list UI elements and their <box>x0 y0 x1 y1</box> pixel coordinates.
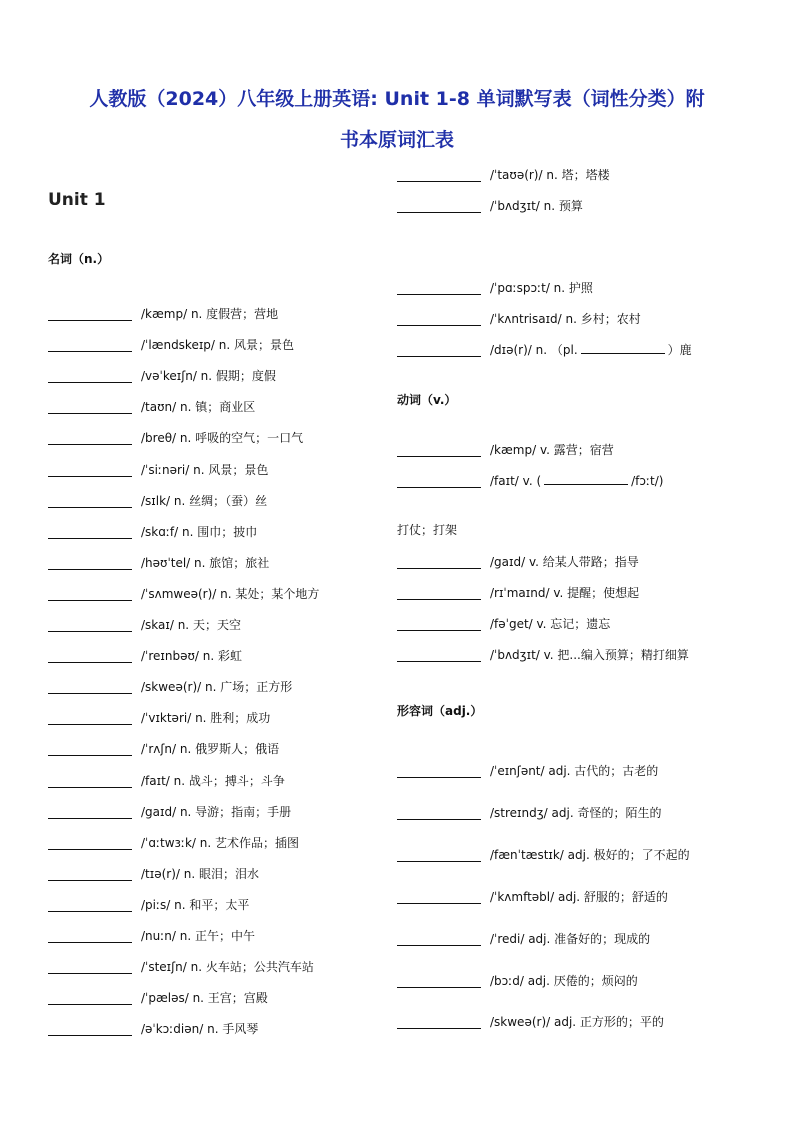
answer-blank[interactable] <box>48 779 132 788</box>
answer-blank[interactable] <box>397 286 481 295</box>
word-definition: /ˈɑːtwɜːk/ n. 艺术作品；插图 <box>141 835 299 850</box>
word-definition: /əˈkɔːdiən/ n. 手风琴 <box>141 1022 259 1037</box>
word-definition: /sɪlk/ n. 丝绸；（蚕）丝 <box>141 493 268 508</box>
word-definition: /ˈrʌʃn/ n. 俄罗斯人；俄语 <box>141 742 280 757</box>
answer-blank[interactable] <box>48 965 132 974</box>
answer-blank[interactable] <box>48 685 132 694</box>
answer-blank[interactable] <box>48 841 132 850</box>
unit-heading: Unit 1 <box>48 190 106 210</box>
document-title-line2: 书本原词汇表 <box>339 129 454 151</box>
word-definition: /ˈkʌntrisaɪd/ n. 乡村；农村 <box>490 312 641 326</box>
word-definition: /ˈpæləs/ n. 王宫；宫殿 <box>141 991 268 1006</box>
answer-blank[interactable] <box>397 348 481 357</box>
word-definition: /skweə(r)/ n. 广场；正方形 <box>141 680 293 695</box>
fight-text: /faɪt/ v. ( <box>490 474 542 488</box>
answer-blank[interactable] <box>48 654 132 663</box>
word-definition: /taʊn/ n. 镇；商业区 <box>141 400 256 415</box>
word-definition: /streɪndʒ/ adj. 奇怪的；陌生的 <box>490 805 662 820</box>
answer-blank[interactable] <box>397 1020 481 1029</box>
word-definition: /ˈvɪktəri/ n. 胜利；成功 <box>141 711 271 726</box>
answer-blank[interactable] <box>48 996 132 1005</box>
word-definition: /faɪt/ n. 战斗；搏斗；斗争 <box>141 773 285 788</box>
answer-blank[interactable] <box>48 872 132 881</box>
word-definition: /ˈreɪnbəʊ/ n. 彩虹 <box>141 649 242 664</box>
word-definition: /skweə(r)/ adj. 正方形的；平的 <box>490 1015 664 1030</box>
answer-blank[interactable] <box>48 405 132 414</box>
word-definition: /ˈsiːnəri/ n. 风景；景色 <box>141 462 269 477</box>
word-definition: /ˈlændskeɪp/ n. 风景；景色 <box>141 338 295 353</box>
word-definition: /skɑːf/ n. 围巾；披巾 <box>141 524 258 539</box>
deer-meaning: ）鹿 <box>667 343 692 357</box>
answer-blank[interactable] <box>397 769 481 778</box>
nouns-section-label: 名词（n.） <box>48 252 110 266</box>
word-definition: /vəˈkeɪʃn/ n. 假期；度假 <box>141 369 276 384</box>
answer-blank[interactable] <box>397 979 481 988</box>
word-definition: /ˈbʌdʒɪt/ v. 把...编入预算；精打细算 <box>490 648 689 662</box>
adjectives-section-label: 形容词（adj.） <box>397 704 483 718</box>
answer-blank[interactable] <box>48 561 132 570</box>
answer-blank[interactable] <box>48 312 132 321</box>
answer-blank[interactable] <box>48 716 132 725</box>
answer-blank[interactable] <box>397 479 481 488</box>
word-definition: /ˈredi/ adj. 准备好的；现成的 <box>490 931 651 946</box>
answer-blank[interactable] <box>397 448 481 457</box>
plural-answer-blank[interactable] <box>581 343 665 354</box>
word-definition: /gaɪd/ n. 导游；指南；手册 <box>141 804 292 819</box>
word-definition: /fəˈget/ v. 忘记；遗忘 <box>490 617 611 631</box>
fight-past: /fɔːt/) <box>631 474 664 488</box>
word-definition: /kæmp/ n. 度假营；营地 <box>141 307 279 321</box>
past-tense-answer-blank[interactable] <box>544 474 628 485</box>
word-definition: /breθ/ n. 呼吸的空气；一口气 <box>141 431 304 446</box>
answer-blank[interactable] <box>48 374 132 383</box>
fight-meaning: 打仗；打架 <box>397 523 458 537</box>
answer-blank[interactable] <box>48 436 132 445</box>
answer-blank[interactable] <box>397 895 481 904</box>
word-definition: /ˈbʌdʒɪt/ n. 预算 <box>490 199 583 213</box>
word-definition: /piːs/ n. 和平；太平 <box>141 897 250 912</box>
word-definition: /kæmp/ v. 露营；宿营 <box>490 443 614 457</box>
word-definition: /bɔːd/ adj. 厌倦的；烦闷的 <box>490 973 638 988</box>
word-definition: /nuːn/ n. 正午；中午 <box>141 929 255 943</box>
answer-blank[interactable] <box>397 204 481 213</box>
answer-blank[interactable] <box>397 853 481 862</box>
word-definition: /ˈkʌmftəbl/ adj. 舒服的；舒适的 <box>490 889 668 904</box>
answer-blank[interactable] <box>48 343 132 352</box>
answer-blank[interactable] <box>48 468 132 477</box>
answer-blank[interactable] <box>397 591 481 600</box>
word-definition: /ˈsteɪʃn/ n. 火车站；公共汽车站 <box>141 960 314 975</box>
deer-text: /dɪə(r)/ n. （pl. <box>490 343 578 357</box>
answer-blank[interactable] <box>48 1027 132 1036</box>
answer-blank[interactable] <box>397 560 481 569</box>
answer-blank[interactable] <box>48 592 132 601</box>
verbs-section-label: 动词（v.） <box>397 393 457 407</box>
word-definition: /fænˈtæstɪk/ adj. 极好的；了不起的 <box>490 847 690 862</box>
answer-blank[interactable] <box>397 811 481 820</box>
word-definition: /tɪə(r)/ n. 眼泪；泪水 <box>141 866 259 881</box>
word-definition: /həʊˈtel/ n. 旅馆；旅社 <box>141 555 270 570</box>
word-definition: /rɪˈmaɪnd/ v. 提醒；使想起 <box>490 586 640 600</box>
word-definition: /ˈeɪnʃənt/ adj. 古代的；古老的 <box>490 764 659 778</box>
word-definition: /ˈsʌmweə(r)/ n. 某处；某个地方 <box>141 586 320 601</box>
answer-blank[interactable] <box>397 173 481 182</box>
answer-blank[interactable] <box>397 653 481 662</box>
answer-blank[interactable] <box>48 530 132 539</box>
answer-blank[interactable] <box>48 747 132 756</box>
answer-blank[interactable] <box>397 317 481 326</box>
answer-blank[interactable] <box>397 937 481 946</box>
word-definition: /skaɪ/ n. 天；天空 <box>141 618 241 632</box>
answer-blank[interactable] <box>397 622 481 631</box>
answer-blank[interactable] <box>48 499 132 508</box>
answer-blank[interactable] <box>48 934 132 943</box>
answer-blank[interactable] <box>48 903 132 912</box>
word-definition: /ˈtaʊə(r)/ n. 塔；塔楼 <box>490 168 610 182</box>
document-title-line1: 人教版（2024）八年级上册英语: Unit 1-8 单词默写表（词性分类）附 <box>89 88 705 110</box>
answer-blank[interactable] <box>48 810 132 819</box>
word-definition: /gaɪd/ v. 给某人带路；指导 <box>490 555 639 569</box>
answer-blank[interactable] <box>48 623 132 632</box>
word-definition: /ˈpɑːspɔːt/ n. 护照 <box>490 281 593 295</box>
